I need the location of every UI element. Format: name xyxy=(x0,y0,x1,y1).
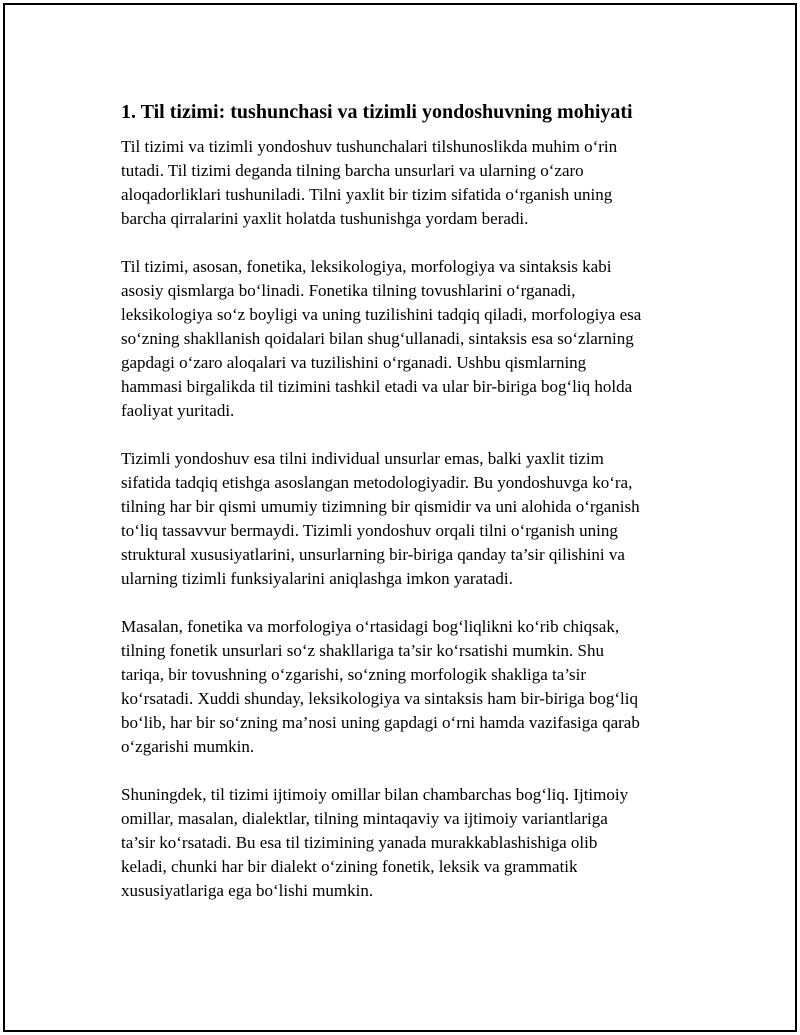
paragraph-3 xyxy=(121,447,693,591)
text-line: Masalan, fonetika va morfologiya o‘rtasidagi bog‘liqlikni ko‘rib chiqsak, xyxy=(121,617,620,636)
text-line: so‘zning shakllanish qoidalari bilan shug‘ullanadi, sintaksis esa so‘zlarning xyxy=(121,329,634,348)
text-line: ularning tizimli funksiyalarini aniqlashga imkon yaratadi. xyxy=(121,569,513,588)
text-line: bo‘lib, har bir so‘zning ma’nosi uning gapdagi o‘rni hamda vazifasiga qarab xyxy=(121,713,640,732)
document-title: 1. Til tizimi: tushunchasi va tizimli yondoshuvning mohiyati xyxy=(121,101,633,123)
paragraph-4 xyxy=(121,615,693,759)
text-line: tilning har bir qismi umumiy tizimning bir qismidir va uni alohida o‘rganish xyxy=(121,497,640,516)
text-line: ta’sir ko‘rsatadi. Bu esa til tizimining yanada murakkablashishiga olib xyxy=(121,833,598,852)
text-line: struktural xususiyatlarini, unsurlarning bir-biriga qanday ta’sir qilishini va xyxy=(121,545,625,564)
document-body xyxy=(121,99,693,927)
text-line: ko‘rsatadi. Xuddi shunday, leksikologiya va sintaksis ham bir-biriga bog‘liq xyxy=(121,689,638,708)
text-line: faoliyat yuritadi. xyxy=(121,401,235,420)
text-line: xususiyatlariga ega bo‘lishi mumkin. xyxy=(121,881,374,900)
paragraph-5 xyxy=(121,783,693,903)
text-line: barcha qirralarini yaxlit holatda tushunishga yordam beradi. xyxy=(121,209,529,228)
text-line: keladi, chunki har bir dialekt o‘zining fonetik, leksik va grammatik xyxy=(121,857,578,876)
text-line: Til tizimi, asosan, fonetika, leksikologiya, morfologiya va sintaksis kabi xyxy=(121,257,612,276)
text-line: o‘zgarishi mumkin. xyxy=(121,737,255,756)
text-line: tariqa, bir tovushning o‘zgarishi, so‘zning morfologik shakliga ta’sir xyxy=(121,665,587,684)
text-line: asosiy qismlarga bo‘linadi. Fonetika tilning tovushlarini o‘rganadi, xyxy=(121,281,576,300)
text-line: tilning fonetik unsurlari so‘z shakllariga ta’sir ko‘rsatishi mumkin. Shu xyxy=(121,641,605,660)
paragraph-1 xyxy=(121,135,693,231)
page-frame xyxy=(3,3,797,1032)
text-line: tutadi. Til tizimi deganda tilning barcha unsurlari va ularning o‘zaro xyxy=(121,161,584,180)
text-line: leksikologiya so‘z boyligi va uning tuzilishini tadqiq qiladi, morfologiya esa xyxy=(121,305,642,324)
text-line: Shuningdek, til tizimi ijtimoiy omillar bilan chambarchas bog‘liq. Ijtimoiy xyxy=(121,785,629,804)
text-line: to‘liq tassavvur bermaydi. Tizimli yondoshuv orqali tilni o‘rganish uning xyxy=(121,521,618,540)
text-line: Tizimli yondoshuv esa tilni individual unsurlar emas, balki yaxlit tizim xyxy=(121,449,604,468)
text-line: hammasi birgalikda til tizimini tashkil etadi va ular bir-biriga bog‘liq holda xyxy=(121,377,633,396)
text-line: sifatida tadqiq etishga asoslangan metodologiyadir. Bu yondoshuvga ko‘ra, xyxy=(121,473,633,492)
text-line: aloqadorliklari tushuniladi. Tilni yaxlit bir tizim sifatida o‘rganish uning xyxy=(121,185,613,204)
paragraph-2 xyxy=(121,255,693,423)
text-line: gapdagi o‘zaro aloqalari va tuzilishini o‘rganadi. Ushbu qismlarning xyxy=(121,353,587,372)
text-line: Til tizimi va tizimli yondoshuv tushunchalari tilshunoslikda muhim o‘rin xyxy=(121,137,618,156)
text-line: omillar, masalan, dialektlar, tilning mintaqaviy va ijtimoiy variantlariga xyxy=(121,809,608,828)
